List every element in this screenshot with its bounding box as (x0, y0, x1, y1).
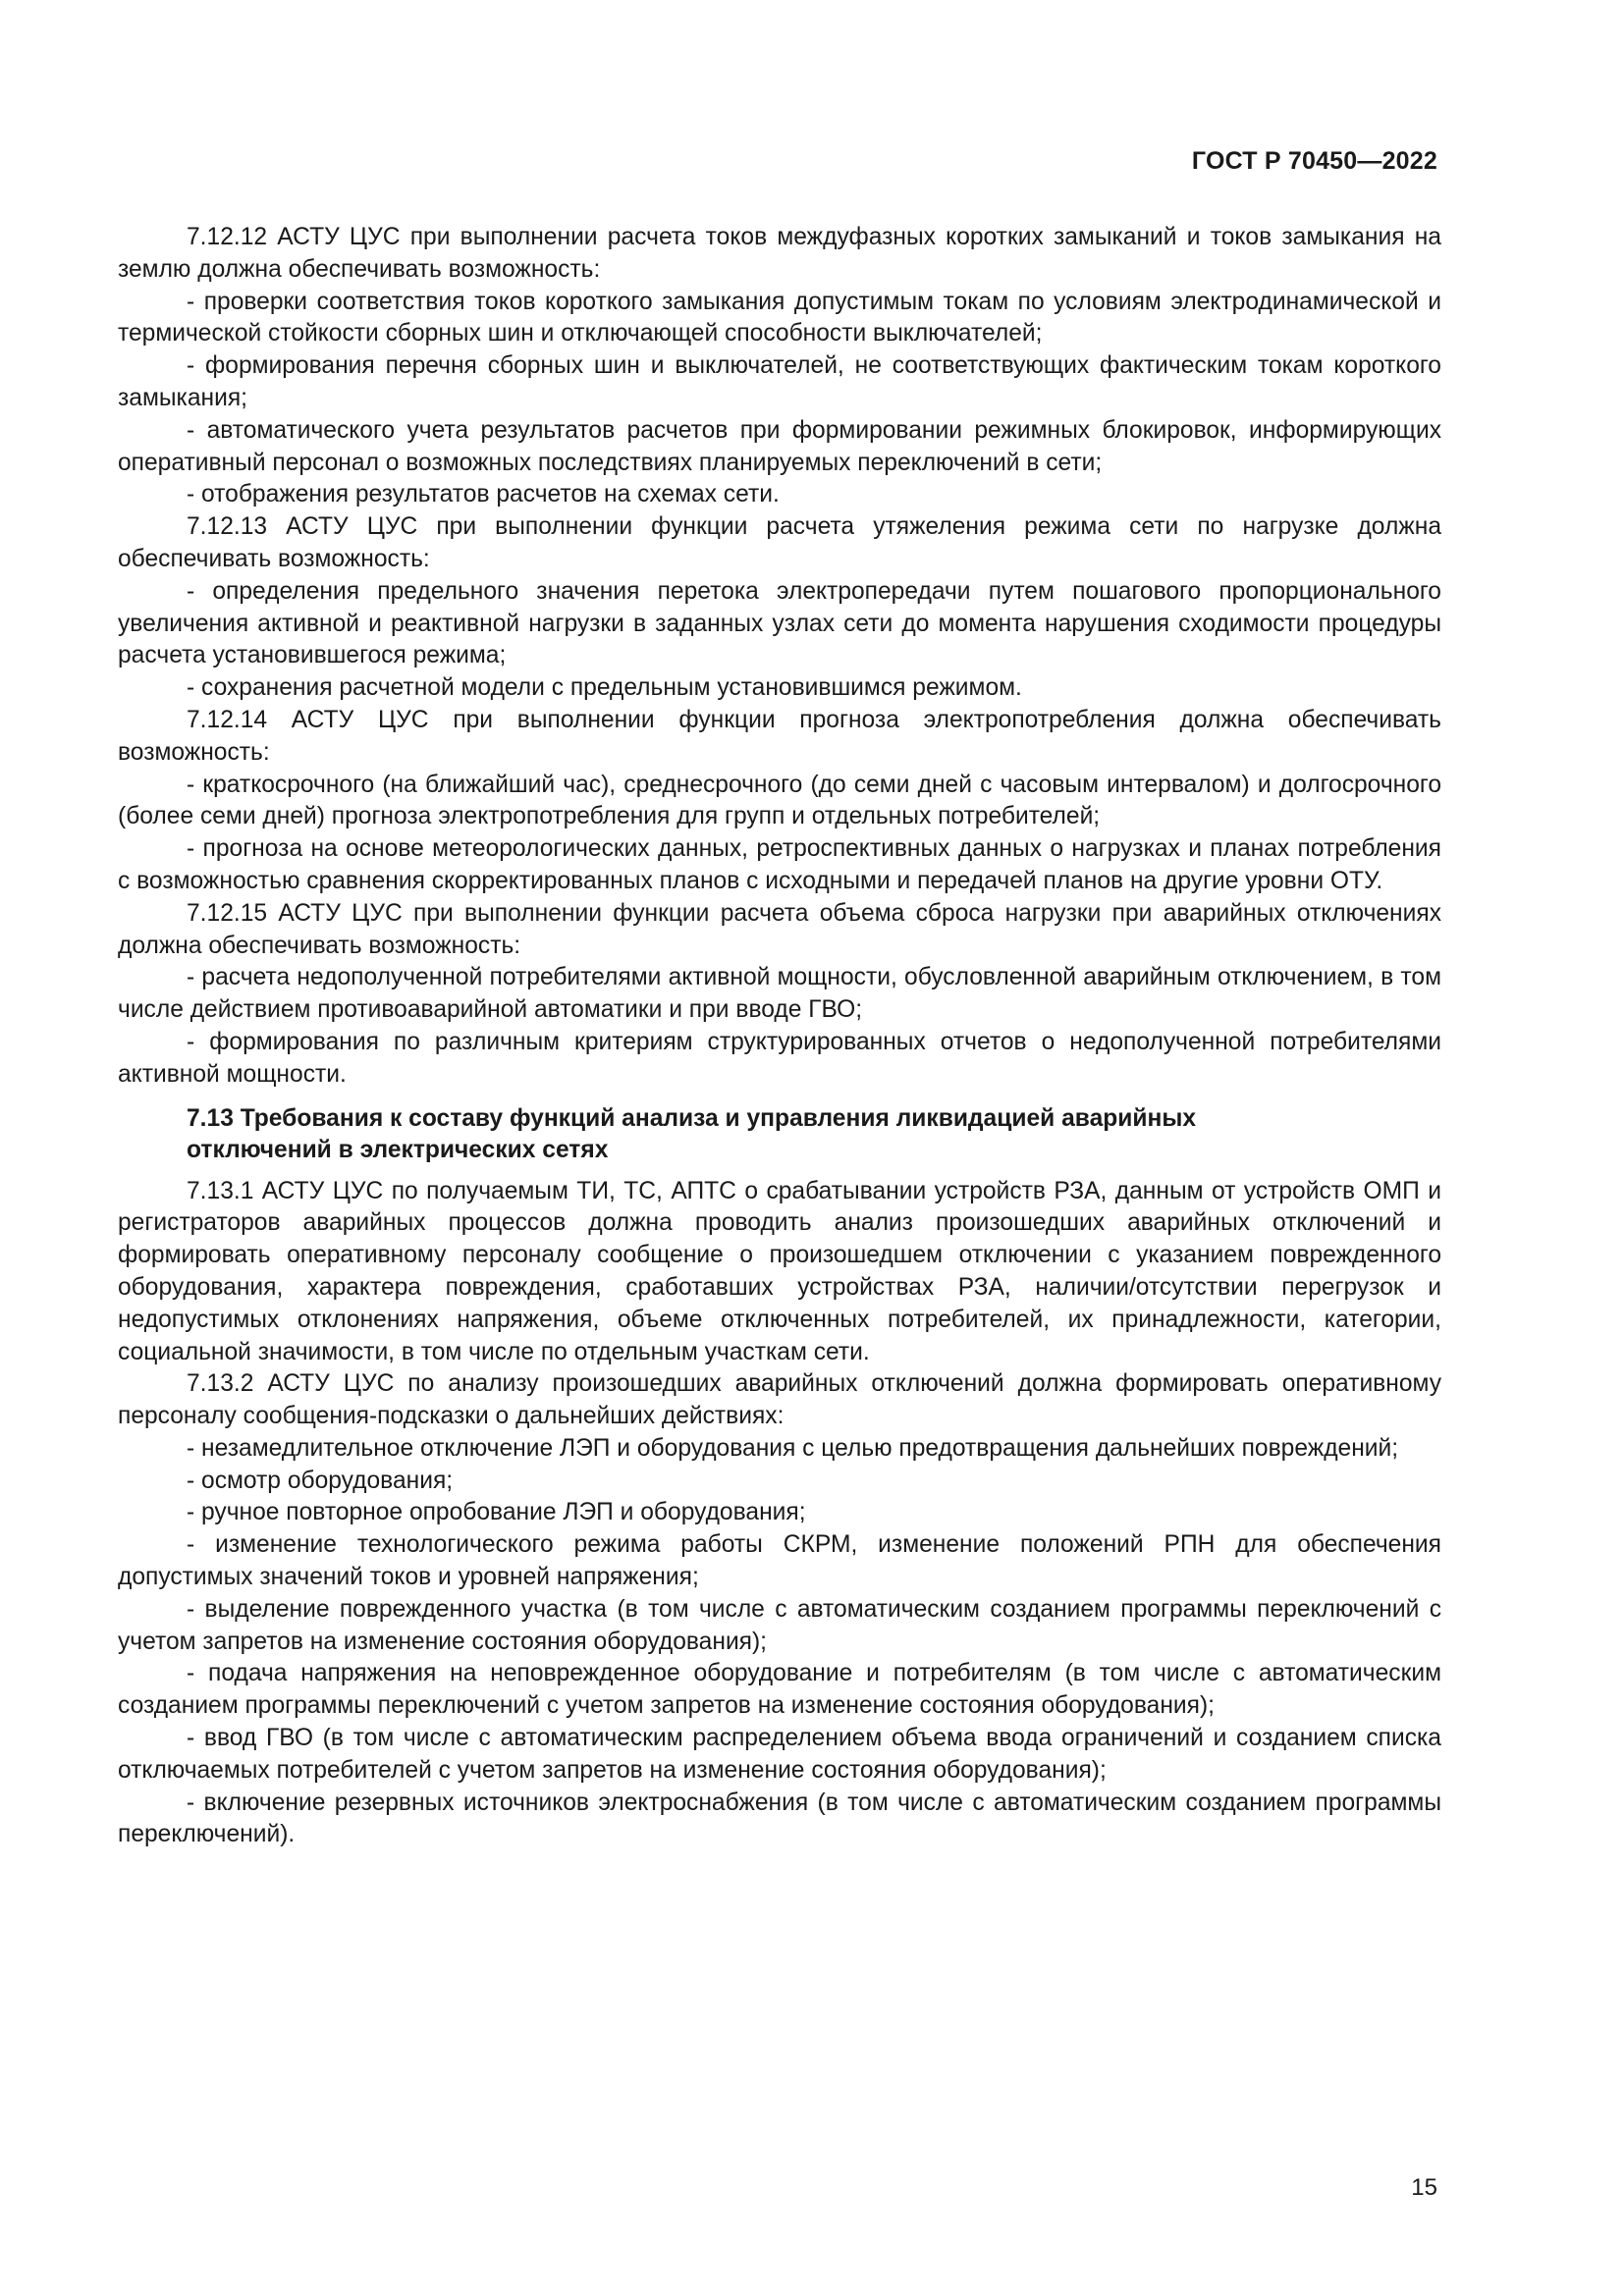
paragraph-7-13-2: 7.13.2 АСТУ ЦУС по анализу произошедших аварийных отключений должна формировать оперативному персоналу сообщения-подсказки о дальнейших действиях: (118, 1370, 1441, 1430)
list-item: - подача напряжения на неповрежденное оборудование и потребителям (в том числе с автоматическим созданием программы переключений с учетом запретов на изменение состояния оборудования); (118, 1660, 1441, 1720)
paragraph-7-12-12: 7.12.12 АСТУ ЦУС при выполнении расчета токов междуфазных коротких замыканий и токов замыкания на землю должна обеспечивать возможность: (118, 224, 1441, 283)
section-heading-7-13 (118, 1103, 1441, 1166)
paragraph-7-12-14: 7.12.14 АСТУ ЦУС при выполнении функции прогноза электропотребления должна обеспечивать возможность: (118, 706, 1441, 766)
standard-header: ГОСТ Р 70450—2022 (1191, 147, 1437, 175)
section-heading-line-1: 7.13 Требования к составу функций анализа и управления ликвидацией аварийных (187, 1104, 1197, 1132)
list-item: - незамедлительное отключение ЛЭП и оборудования с целью предотвращения дальнейших повреждений; (187, 1434, 1399, 1462)
list-item: - выделение поврежденного участка (в том числе с автоматическим созданием программы переключений с учетом запретов на изменение состояния оборудования); (118, 1595, 1441, 1655)
list-item: - формирования перечня сборных шин и выключателей, не соответствующих фактическим токам короткого замыкания; (118, 352, 1441, 411)
list-item: - сохранения расчетной модели с предельным установившимся режимом. (187, 674, 1022, 702)
list-item: - автоматического учета результатов расчетов при формировании режимных блокировок, информирующих оперативный персонал о возможных последствиях планируемых переключений в сети; (118, 416, 1441, 476)
list-item: - включение резервных источников электроснабжения (в том числе с автоматическим созданием программы переключений). (118, 1789, 1441, 1848)
list-item: - формирования по различным критериям структурированных отчетов о недополученной потребителями активной мощности. (118, 1028, 1441, 1088)
page-number: 15 (1411, 2174, 1437, 2201)
list-item: - проверки соответствия токов короткого замыкания допустимым токам по условиям электродинамической и термической стойкости сборных шин и отключающей способности выключателей; (118, 288, 1441, 347)
list-item: - изменение технологического режима работы СКРМ, изменение положений РПН для обеспечения допустимых значений токов и уровней напряжения; (118, 1531, 1441, 1591)
list-item: - ручное повторное опробование ЛЭП и оборудования; (187, 1499, 806, 1526)
list-item: - ввод ГВО (в том числе с автоматическим распределением объема ввода ограничений и созданием списка отключаемых потребителей с учетом запретов на изменение состояния оборудования); (118, 1725, 1441, 1784)
list-item: - определения предельного значения перетока электропередачи путем пошагового пропорционального увеличения активной и реактивной нагрузки в заданных узлах сети до момента нарушения сходимости процедуры расчета установившегося режима; (118, 577, 1441, 669)
paragraph-7-13-1: 7.13.1 АСТУ ЦУС по получаемым ТИ, ТС, АПТС о срабатывании устройств РЗА, данным от устройств ОМП и регистраторов аварийных процессов должна проводить анализ произошедших аварийных отключений и формировать оперативному персоналу сообщение о произошедшем отключении с указанием поврежденного оборудования, характера повреждения, сработавших устройствах РЗА, наличии/отсутствии перегрузок и недопустимых отклонениях напряжения, объеме отключенных потребителей, их принадлежности, категории, социальной значимости, в том числе по отдельным участкам сети. (118, 1177, 1441, 1365)
list-item: - осмотр оборудования; (187, 1467, 454, 1494)
list-item: - краткосрочного (на ближайший час), среднесрочного (до семи дней с часовым интервалом) и долгосрочного (более семи дней) прогноза электропотребления для групп и отдельных потребителей; (118, 771, 1441, 830)
paragraph-7-12-13: 7.12.13 АСТУ ЦУС при выполнении функции расчета утяжеления режима сети по нагрузке должна обеспечивать возможность: (118, 513, 1441, 572)
list-item: - отображения результатов расчетов на схемах сети. (187, 481, 780, 508)
section-heading-line-2: отключений в электрических сетях (187, 1136, 609, 1163)
list-item: - расчета недополученной потребителями активной мощности, обусловленной аварийным отключением, в том числе действием противоаварийной автоматики и при вводе ГВО; (118, 964, 1441, 1024)
list-item: - прогноза на основе метеорологических данных, ретроспективных данных о нагрузках и планах потребления с возможностью сравнения скорректированных планов с исходными и передачей планов на другие уровни ОТУ. (118, 835, 1441, 894)
document-body (118, 222, 1441, 1851)
paragraph-7-12-15: 7.12.15 АСТУ ЦУС при выполнении функции расчета объема сброса нагрузки при аварийных отключениях должна обеспечивать возможность: (118, 899, 1441, 959)
